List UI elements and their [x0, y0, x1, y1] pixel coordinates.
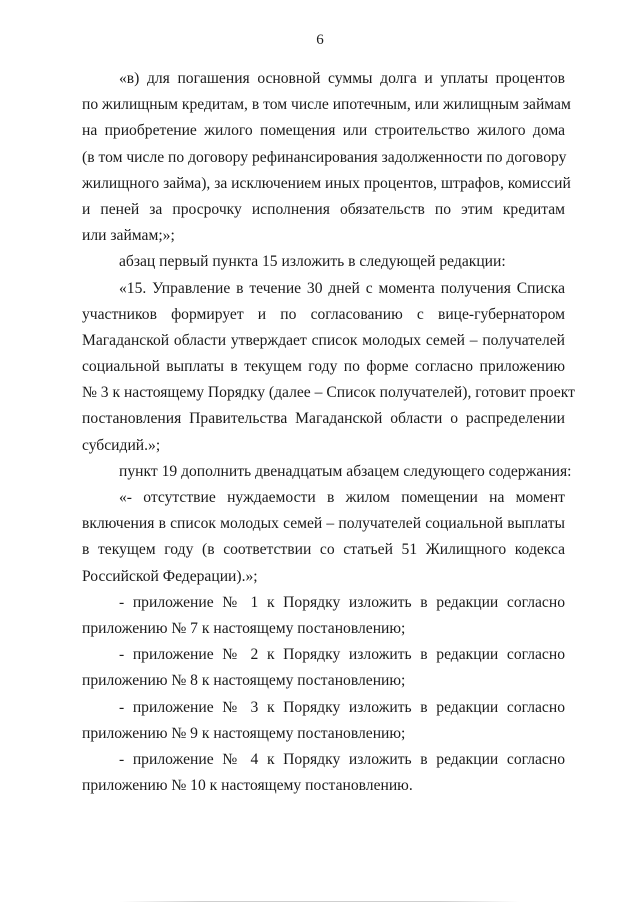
text-line: на приобретение жилого помещения или строительство жилого дома	[82, 122, 565, 140]
text-line: Магаданской области утверждает список молодых семей – получателей	[82, 331, 565, 349]
text-line: - приложение № 4 к Порядку изложить в редакции согласно	[119, 750, 565, 768]
text-line: (в том числе по договору рефинансирования задолженности по договору	[82, 148, 567, 166]
text-line: - приложение № 3 к Порядку изложить в редакции согласно	[119, 698, 565, 716]
text-line: социальной выплаты в текущем году по форме согласно приложению	[82, 358, 565, 376]
text-line: или займам;»;	[82, 227, 175, 245]
scan-edge-line	[120, 901, 520, 902]
text-line: Российской Федерации).»;	[82, 567, 258, 585]
text-line: приложению № 10 к настоящему постановлению.	[82, 777, 413, 795]
text-line: № 3 к настоящему Порядку (далее – Список получателей), готовит проект	[82, 384, 575, 402]
text-line: - приложение № 2 к Порядку изложить в редакции согласно	[119, 646, 565, 664]
text-line: «15. Управление в течение 30 дней с момента получения Списка	[119, 279, 565, 297]
text-line: приложению № 9 к настоящему постановлению;	[82, 724, 406, 742]
page-number: 6	[316, 32, 324, 48]
text-line: «в) для погашения основной суммы долга и уплаты процентов	[119, 70, 565, 87]
text-line: жилищного займа), за исключением иных процентов, штрафов, комиссий	[82, 174, 571, 192]
text-line: в текущем году (в соответствии со статьей 51 Жилищного кодекса	[82, 541, 565, 559]
text-line: участников формирует и по согласованию с вице-губернатором	[82, 305, 565, 323]
text-line: - приложение № 1 к Порядку изложить в редакции согласно	[119, 593, 565, 611]
text-line: по жилищным кредитам, в том числе ипотечным, или жилищным займам	[82, 96, 571, 114]
text-line: приложению № 8 к настоящему постановлению;	[82, 672, 406, 690]
text-line: абзац первый пункта 15 изложить в следующей редакции:	[119, 253, 506, 271]
text-line: и пеней за просрочку исполнения обязательств по этим кредитам	[82, 200, 565, 218]
document-body	[82, 66, 575, 799]
text-line: пункт 19 дополнить двенадцатым абзацем следующего содержания:	[119, 462, 572, 480]
text-line: приложению № 7 к настоящему постановлению;	[82, 619, 406, 637]
text-line: субсидий.»;	[82, 436, 161, 454]
text-line: постановления Правительства Магаданской области о распределении	[82, 410, 565, 428]
text-line: включения в список молодых семей – получателей социальной выплаты	[82, 515, 565, 533]
text-line: «- отсутствие нуждаемости в жилом помещении на момент	[119, 489, 565, 506]
